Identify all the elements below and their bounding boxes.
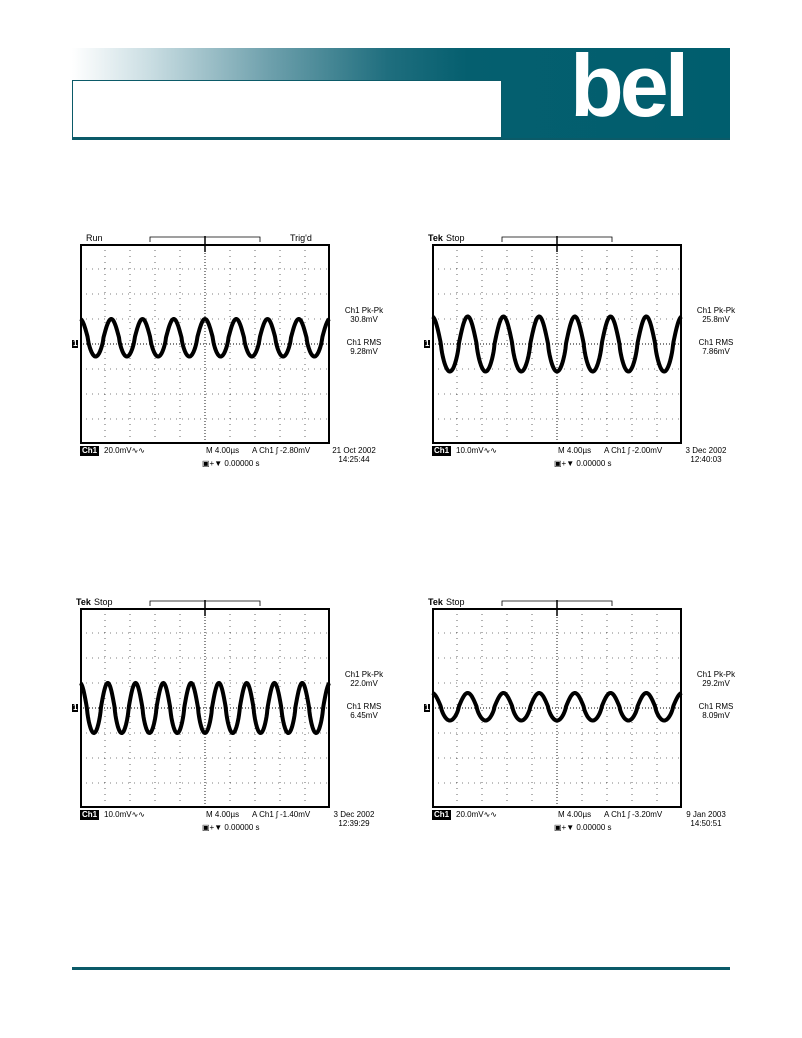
- meas-label: Ch1 Pk-Pk: [344, 670, 384, 679]
- timebase: M 4.00µs: [206, 810, 240, 819]
- measurement-pk-pk: [686, 670, 746, 688]
- channel-tag: Ch1: [434, 810, 450, 819]
- date: 9 Jan 2003: [686, 810, 726, 819]
- grid-lines: [80, 244, 330, 444]
- channel-tag: Ch1: [82, 810, 98, 819]
- scope-status-bar: [432, 446, 682, 468]
- measurement-rms: [334, 702, 394, 720]
- meas-label: Ch1 Pk-Pk: [696, 670, 736, 679]
- ch1-ground-marker: 1: [425, 703, 430, 712]
- trigger-setting: A Ch1 ʃ -3.20mV: [604, 810, 663, 819]
- scope-panel-2: [425, 233, 768, 474]
- time: 12:40:03: [690, 455, 722, 464]
- logo-text: bel: [570, 46, 686, 130]
- time: 14:50:51: [690, 819, 722, 828]
- grid-lines: [432, 608, 682, 808]
- time: 12:39:29: [338, 819, 370, 828]
- ch1-ground-marker: 1: [425, 339, 430, 348]
- bel-logo: [566, 46, 730, 130]
- scope-panel-4: [425, 597, 768, 838]
- measurement-pk-pk: [686, 306, 746, 324]
- meas-value: 9.28mV: [350, 347, 378, 356]
- timestamp: [676, 446, 736, 464]
- timestamp: [324, 810, 384, 828]
- trigger-position: ▣+▼ 0.00000 s: [202, 459, 260, 468]
- grid-lines: [80, 608, 330, 808]
- scope-status-bar: [80, 810, 330, 832]
- scope-status-bar: [80, 446, 330, 468]
- trigger-position: ▣+▼ 0.00000 s: [202, 823, 260, 832]
- channel-tag: Ch1: [82, 446, 98, 455]
- meas-value: 25.8mV: [702, 315, 730, 324]
- channel-tag: Ch1: [434, 446, 450, 455]
- scope-panel-1: [73, 233, 416, 474]
- trigger-setting: A Ch1 ʃ -2.00mV: [604, 446, 663, 455]
- trig-status: Trig'd: [290, 233, 312, 243]
- meas-value: 29.2mV: [702, 679, 730, 688]
- scope-panel-3: [73, 597, 416, 838]
- footer-rule: [72, 967, 730, 970]
- meas-label: Ch1 RMS: [346, 702, 382, 711]
- date: 3 Dec 2002: [685, 446, 727, 455]
- meas-label: Ch1 RMS: [698, 338, 734, 347]
- trigger-setting: A Ch1 ʃ -2.80mV: [252, 446, 311, 455]
- ch1-ground-marker: 1: [73, 339, 78, 348]
- ch1-ground-marker: 1: [73, 703, 78, 712]
- timebase: M 4.00µs: [558, 810, 592, 819]
- tek-brand: Tek: [428, 233, 443, 243]
- channel-scale: 10.0mV∿∿: [104, 810, 145, 819]
- meas-label: Ch1 RMS: [346, 338, 382, 347]
- header-title-box: [72, 80, 502, 138]
- timestamp: [324, 446, 384, 464]
- meas-label: Ch1 Pk-Pk: [344, 306, 384, 315]
- meas-label: Ch1 RMS: [698, 702, 734, 711]
- meas-value: 7.86mV: [702, 347, 730, 356]
- measurement-rms: [334, 338, 394, 356]
- trigger-position: ▣+▼ 0.00000 s: [554, 823, 612, 832]
- date: 3 Dec 2002: [333, 810, 375, 819]
- tek-brand: Tek: [76, 597, 91, 607]
- grid-lines: [432, 244, 682, 444]
- channel-scale: 10.0mV∿∿: [456, 446, 497, 455]
- time: 14:25:44: [338, 455, 370, 464]
- channel-scale: 20.0mV∿∿: [104, 446, 145, 455]
- trigger-position: ▣+▼ 0.00000 s: [554, 459, 612, 468]
- acq-status: Stop: [446, 233, 465, 243]
- scope-status-bar: [432, 810, 682, 832]
- measurement-rms: [686, 702, 746, 720]
- tek-brand: Tek: [428, 597, 443, 607]
- measurement-pk-pk: [334, 670, 394, 688]
- trigger-setting: A Ch1 ʃ -1.40mV: [252, 810, 311, 819]
- measurement-rms: [686, 338, 746, 356]
- meas-value: 22.0mV: [350, 679, 378, 688]
- meas-value: 30.8mV: [350, 315, 378, 324]
- meas-value: 8.09mV: [702, 711, 730, 720]
- meas-label: Ch1 Pk-Pk: [696, 306, 736, 315]
- measurement-pk-pk: [334, 306, 394, 324]
- timestamp: [676, 810, 736, 828]
- acq-status: Stop: [446, 597, 465, 607]
- meas-value: 6.45mV: [350, 711, 378, 720]
- acq-status: Stop: [94, 597, 113, 607]
- header-rule: [72, 138, 730, 140]
- timebase: M 4.00µs: [558, 446, 592, 455]
- channel-scale: 20.0mV∿∿: [456, 810, 497, 819]
- acq-status: Run: [86, 233, 103, 243]
- date: 21 Oct 2002: [332, 446, 376, 455]
- timebase: M 4.00µs: [206, 446, 240, 455]
